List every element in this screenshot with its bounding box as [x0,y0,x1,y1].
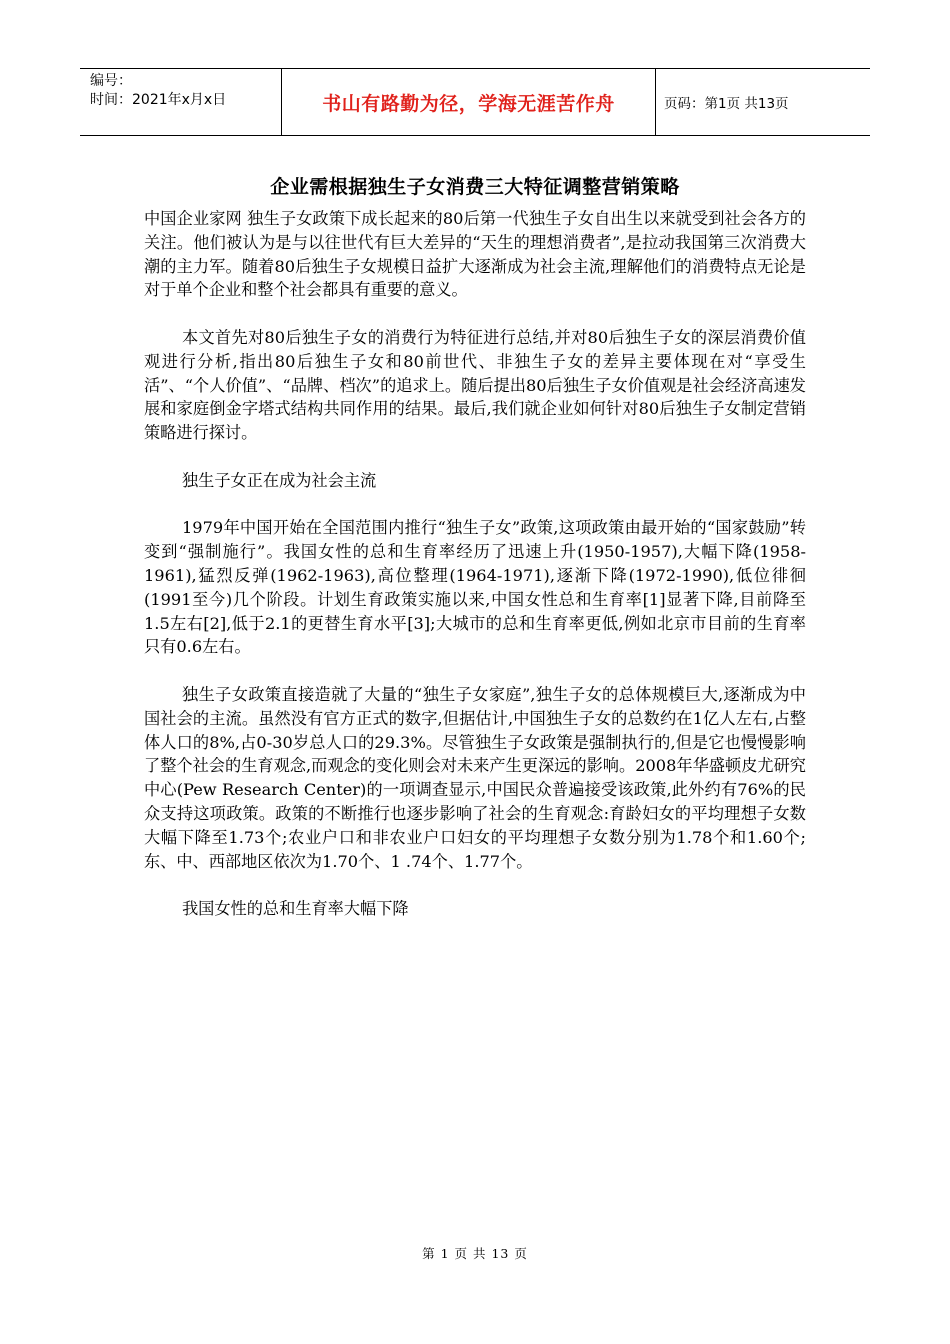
paragraph-family-scale: 独生子女政策直接造就了大量的“独生子女家庭”,独生子女的总体规模巨大,逐渐成为中国社会的主流。虽然没有官方正式的数字,但据估计,中国独生子女的总数约在1亿人左右,占整体人口的8%,占0-30岁总人口的29.3%。尽管独生子女政策是强制执行的,但是它也慢慢影响了整个社会的生育观念,而观念的变化则会对未来产生更深远的影响。2008年华盛顿皮尤研究中心(Pew Research Center)的一项调查显示,中国民众普遍接受该政策,此外约有76%的民众支持这项政策。政策的不断推行也逐步影响了社会的生育观念:育龄妇女的平均理想子女数大幅下降至1.73个;农业户口和非农业户口妇女的平均理想子女数分别为1.78个和1.60个;东、中、西部地区依次为1.70个、1 .74个、1.77个。 [144,684,806,871]
paragraph-summary: 本文首先对80后独生子女的消费行为特征进行总结,并对80后独生子女的深层消费价值观进行分析,指出80后独生子女和80前世代、非独生子女的差异主要体现在对“享受生活”、“个人价值”、“品牌、档次”的追求上。随后提出80后独生子女价值观是社会经济高速发展和家庭倒金字塔式结构共同作用的结果。最后,我们就企业如何针对80后独生子女制定营销策略进行探讨。 [144,327,806,443]
date-label: 时间：2021年x月x日 [90,92,227,108]
paragraph-intro: 中国企业家网 独生子女政策下成长起来的80后第一代独生子女自出生以来就受到社会各方的关注。他们被认为是与以往世代有巨大差异的“天生的理想消费者”,是拉动我国第三次消费大潮的主力军。随着80后独生子女规模日益扩大逐渐成为社会主流,理解他们的消费特点无论是对于单个企业和整个社会都具有重要的意义。 [144,209,806,300]
paragraph-policy-history: 1979年中国开始在全国范围内推行“独生子女”政策,这项政策由最开始的“国家鼓励”转变到“强制施行”。我国女性的总和生育率经历了迅速上升(1950-1957),大幅下降(1958-1961),猛烈反弹(1962-1963),高位整理(1964-1971),逐渐下降(1972-1990),低位徘徊(1991至今)几个阶段。计划生育政策实施以来,中国女性总和生育率[1]显著下降,目前降至1.5左右[2],低于2.1的更替生育水平[3];大城市的总和生育率更低,例如北京市目前的生育率只有0.6左右。 [144,518,806,657]
document-body [144,207,806,945]
number-label: 编号： [90,73,132,89]
header-table [80,68,870,136]
page-footer: 第 1 页 共 13 页 [422,1246,528,1261]
document-title: 企业需根据独生子女消费三大特征调整营销策略 [270,176,680,198]
section-heading-mainstream: 独生子女正在成为社会主流 [182,470,377,490]
header-meta [80,69,282,135]
header-page-info: 页码：第1页 共13页 [664,96,789,112]
header-motto: 书山有路勤为径，学海无涯苦作舟 [282,69,656,135]
section-heading-fertility: 我国女性的总和生育率大幅下降 [182,899,409,919]
